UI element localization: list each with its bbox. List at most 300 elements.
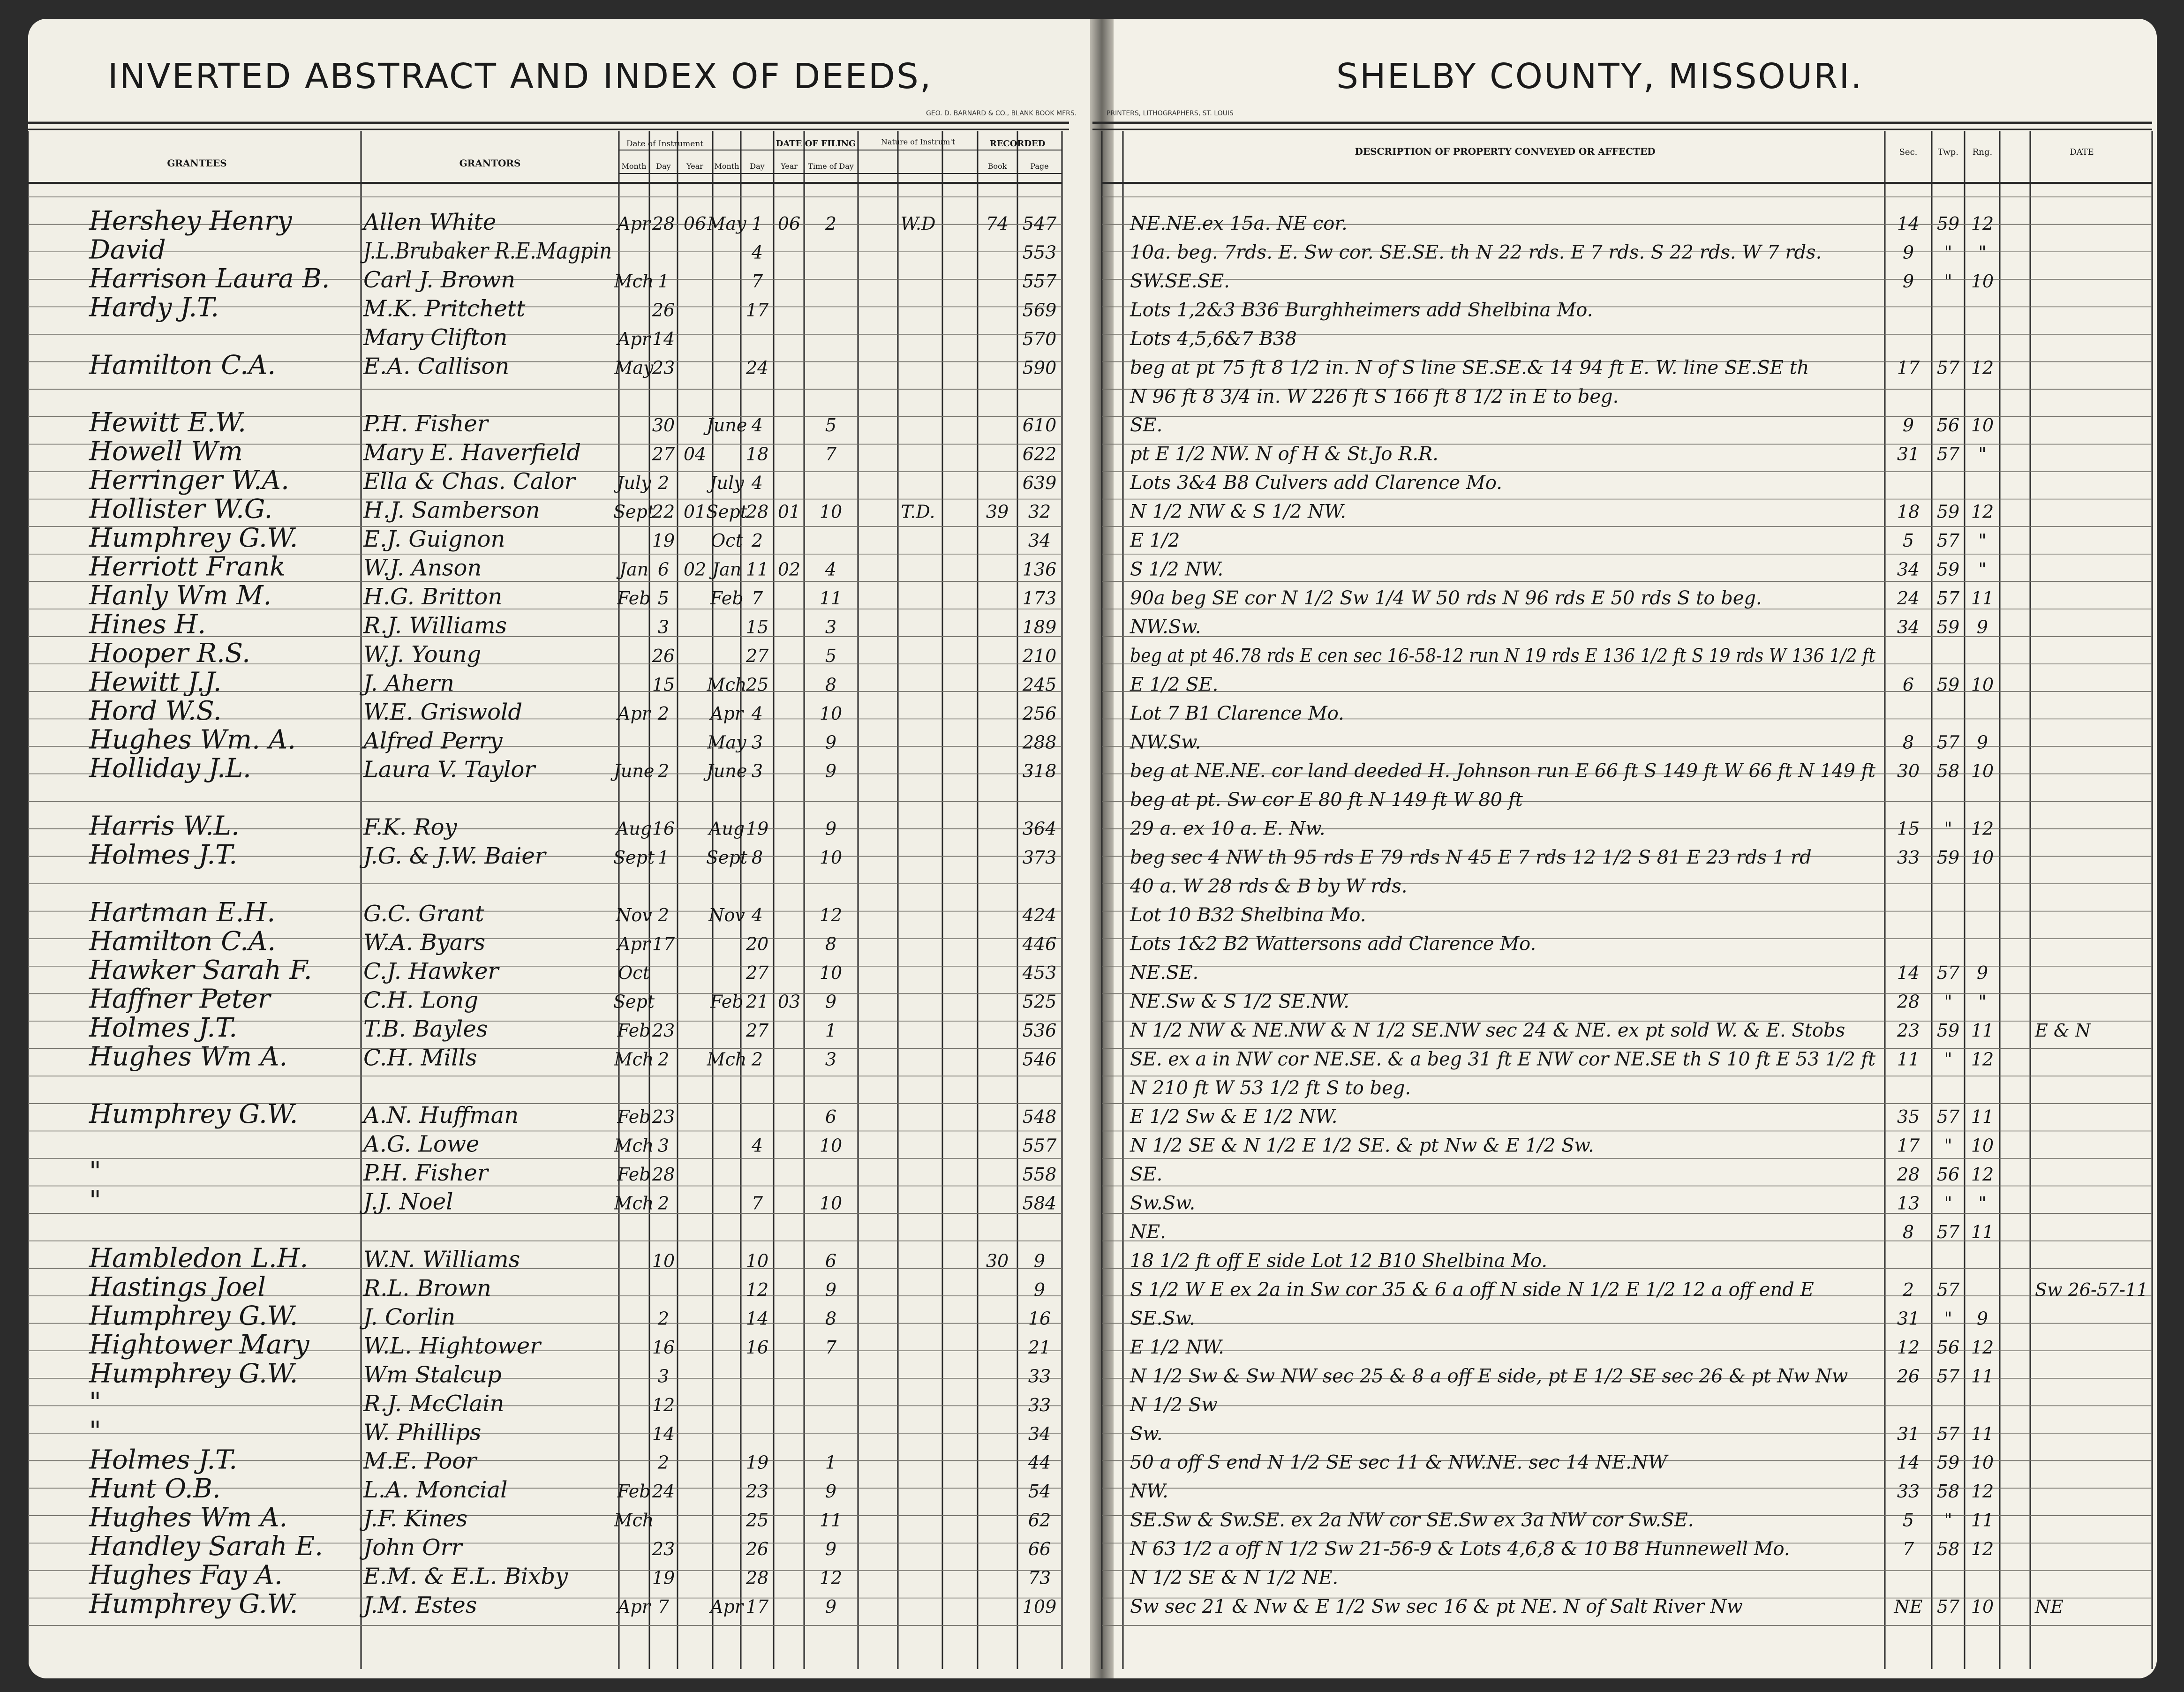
township-number: 59 [1936, 1452, 1960, 1473]
grantor-name: W. Phillips [363, 1419, 482, 1446]
grantor-name: J. Ahern [363, 670, 454, 697]
instrument-day: 19 [652, 1567, 675, 1588]
property-description: 90a beg SE cor N 1/2 Sw 1/4 W 50 rds N 96 rds E 50 rds S to beg. [1130, 587, 1762, 609]
section-number: 12 [1897, 1337, 1920, 1358]
filing-time: 9 [825, 991, 837, 1012]
record-page: 557 [1022, 271, 1057, 292]
filing-time: 3 [825, 617, 837, 638]
township-number: 59 [1936, 501, 1960, 522]
instrument-day: 27 [652, 444, 675, 465]
record-book: 74 [986, 213, 1009, 234]
property-description: NE.SE. [1130, 962, 1199, 984]
record-page: 73 [1028, 1567, 1051, 1588]
range-number: 12 [1971, 357, 1994, 378]
filing-time: 9 [825, 1539, 837, 1560]
grantor-name: G.C. Grant [363, 901, 484, 927]
filing-time: 9 [825, 1279, 837, 1300]
filing-month: Aug [708, 818, 745, 839]
township-number: " [1944, 1135, 1952, 1156]
grantors-header: GRANTORS [459, 158, 521, 169]
property-description: NE.Sw & S 1/2 SE.NW. [1130, 991, 1349, 1013]
section-number: 31 [1897, 1308, 1920, 1329]
grantee-name: Hershey Henry [89, 206, 292, 236]
property-description: Lot 10 B32 Shelbina Mo. [1130, 904, 1366, 926]
property-description: 29 a. ex 10 a. E. Nw. [1130, 818, 1325, 840]
grantor-name: J.G. & J.W. Baier [363, 843, 546, 870]
township-number: 57 [1936, 530, 1960, 551]
section-number: 5 [1902, 1510, 1914, 1531]
filing-time: 6 [825, 1250, 837, 1271]
nature-header: Nature of Instrum't [881, 137, 956, 146]
section-number: 15 [1897, 818, 1920, 839]
filing-day: 17 [746, 300, 769, 321]
filing-month: July [709, 473, 744, 494]
township-number: " [1944, 1193, 1952, 1214]
section-number: 5 [1902, 530, 1914, 551]
grantee-name: Hord W.S. [89, 695, 222, 726]
record-page: 424 [1022, 905, 1057, 925]
grantor-name: C.H. Mills [363, 1045, 477, 1071]
instrument-month: Apr [618, 703, 650, 724]
record-page: 364 [1022, 818, 1057, 839]
filing-day: 19 [746, 818, 769, 839]
range-number: 10 [1971, 847, 1994, 868]
range-number: " [1978, 991, 1987, 1012]
filing-year: 02 [777, 559, 801, 580]
township-number: " [1944, 242, 1952, 263]
instrument-month: Feb [617, 1020, 651, 1041]
filing-time: 10 [819, 703, 843, 724]
range-number: " [1978, 1193, 1987, 1214]
instrument-month: Sept [613, 991, 655, 1012]
filing-time: 8 [825, 933, 837, 955]
range-number: 12 [1971, 818, 1994, 839]
record-page: 639 [1022, 473, 1057, 494]
property-description: SE.Sw & Sw.SE. ex 2a NW cor SE.Sw ex 3a NW cor Sw.SE. [1130, 1509, 1694, 1531]
record-page: 9 [1033, 1279, 1046, 1300]
filing-day: 4 [751, 473, 763, 494]
township-number: 57 [1936, 444, 1960, 465]
filing-time: 6 [825, 1106, 837, 1128]
filing-time: 9 [825, 1481, 837, 1502]
range-number: 9 [1976, 617, 1988, 638]
instrument-day: 12 [652, 1394, 675, 1415]
grantee-name: Hughes Wm A. [89, 1041, 288, 1072]
section-number: 14 [1897, 1452, 1920, 1473]
grantor-name: J. Corlin [363, 1304, 456, 1331]
township-number: 59 [1936, 847, 1960, 868]
instrument-day: 16 [652, 1337, 675, 1358]
filing-month: Nov [708, 905, 745, 925]
filing-time: 7 [825, 444, 837, 465]
filing-day: 1 [751, 213, 763, 234]
recorded-header: RECORDED [989, 139, 1046, 149]
section-number: 17 [1897, 1135, 1920, 1156]
grantor-name: A.N. Huffman [363, 1102, 519, 1129]
record-page: 66 [1028, 1539, 1051, 1560]
property-description: NE. [1130, 1221, 1166, 1243]
filing-day: 4 [751, 242, 763, 263]
filing-month: June [706, 415, 747, 436]
property-description: N 63 1/2 a off N 1/2 Sw 21-56-9 & Lots 4,6,8 & 10 B8 Hunnewell Mo. [1130, 1538, 1790, 1560]
instrument-day: 10 [652, 1250, 675, 1271]
property-description: E 1/2 [1130, 530, 1180, 552]
filing-day: 27 [746, 962, 769, 983]
township-number: 57 [1936, 962, 1960, 983]
grantor-name: Alfred Perry [363, 728, 503, 754]
grantee-name: Hewitt E.W. [89, 407, 246, 438]
filing-time: 3 [825, 1049, 837, 1070]
grantee-name: Humphrey G.W. [89, 1099, 298, 1130]
section-number: 11 [1897, 1049, 1920, 1070]
range-number: 11 [1971, 1020, 1994, 1041]
twp-header: Twp. [1937, 147, 1959, 157]
record-page: 446 [1022, 933, 1057, 955]
township-number: 57 [1936, 1106, 1960, 1128]
filing-day: 25 [746, 1510, 769, 1531]
instrument-day: 2 [657, 1049, 670, 1070]
grantor-name: Ella & Chas. Calor [363, 468, 575, 495]
record-page: 590 [1022, 357, 1057, 378]
range-number: 10 [1971, 271, 1994, 292]
grantee-name: Holmes J.T. [89, 1444, 238, 1475]
instrument-month: June [613, 760, 655, 782]
record-page: 525 [1022, 991, 1057, 1012]
time-of-day-header: Time of Day [808, 162, 854, 171]
grantee-name: Handley Sarah E. [89, 1531, 324, 1562]
township-number: 58 [1936, 1481, 1960, 1502]
grantor-name: Allen White [363, 209, 497, 235]
grantee-name: " [89, 1387, 101, 1418]
grantee-name: Humphrey G.W. [89, 1358, 298, 1389]
township-number: 59 [1936, 617, 1960, 638]
filing-day: 19 [746, 1452, 769, 1473]
section-number: 31 [1897, 1423, 1920, 1444]
filing-day: 27 [746, 1020, 769, 1041]
property-description: N 96 ft 8 3/4 in. W 226 ft S 166 ft 8 1/2 in E to beg. [1130, 385, 1619, 407]
record-page: 21 [1028, 1337, 1051, 1358]
property-description: 50 a off S end N 1/2 SE sec 11 & NW.NE. sec 14 NE.NW [1130, 1451, 1667, 1474]
property-description: NE.NE.ex 15a. NE cor. [1130, 213, 1348, 234]
instrument-day: 26 [652, 300, 675, 321]
instrument-day: 28 [652, 213, 675, 234]
instrument-month: Mch [614, 1193, 654, 1214]
filing-time: 10 [819, 501, 843, 522]
range-number: 10 [1971, 760, 1994, 782]
township-number: 59 [1936, 559, 1960, 580]
filing-day: 27 [746, 645, 769, 666]
township-number: 56 [1936, 1337, 1960, 1358]
section-number: 9 [1902, 271, 1914, 292]
grantee-name: Herringer W.A. [89, 465, 289, 496]
instrument-day: 2 [657, 1452, 670, 1473]
township-number: " [1944, 271, 1952, 292]
instrument-day: 22 [652, 501, 675, 522]
township-number: " [1944, 1049, 1952, 1070]
section-number: 18 [1897, 501, 1920, 522]
property-description: SE. [1130, 414, 1163, 436]
township-number: " [1944, 1510, 1952, 1531]
extra-date-note: NE [2035, 1596, 2064, 1617]
record-page: 536 [1022, 1020, 1057, 1041]
record-page: 553 [1022, 242, 1057, 263]
grantor-name: W.A. Byars [363, 929, 485, 956]
filing-time: 10 [819, 1135, 843, 1156]
property-description: beg at NE.NE. cor land deeded H. Johnson run E 66 ft S 149 ft W 66 ft N 149 ft [1130, 760, 1876, 782]
instrument-day: 2 [657, 473, 670, 494]
book-header: Book [987, 162, 1007, 171]
extra-date-note: E & N [2035, 1020, 2091, 1041]
section-number: 8 [1902, 732, 1914, 753]
range-number: 10 [1971, 415, 1994, 436]
grantor-name: J.J. Noel [363, 1188, 453, 1215]
grantor-name: W.N. Williams [363, 1246, 520, 1273]
record-page: 584 [1022, 1193, 1057, 1214]
township-number: " [1944, 991, 1952, 1012]
section-number: 17 [1897, 357, 1920, 378]
filing-time: 4 [825, 559, 837, 580]
record-page: 547 [1022, 213, 1057, 234]
record-book: 39 [986, 501, 1009, 522]
record-page: 9 [1033, 1250, 1046, 1271]
range-number: 9 [1976, 732, 1988, 753]
township-number: 59 [1936, 674, 1960, 695]
instrument-month: Mch [614, 1049, 654, 1070]
section-number: 14 [1897, 213, 1920, 234]
grantee-name: Hastings Joel [89, 1271, 266, 1302]
grantee-name: Hines H. [89, 609, 206, 640]
day-header: Day [656, 162, 671, 171]
range-number: 12 [1971, 1539, 1994, 1560]
range-number: 10 [1971, 1452, 1994, 1473]
instrument-day: 15 [652, 674, 675, 695]
filing-day: 14 [746, 1308, 769, 1329]
filing-day: 4 [751, 415, 763, 436]
section-number: 24 [1897, 587, 1920, 609]
section-number: 14 [1897, 962, 1920, 983]
grantee-name: Hightower Mary [89, 1329, 309, 1360]
section-number: NE [1894, 1596, 1923, 1617]
range-number: 11 [1971, 587, 1994, 609]
printer-imprint-left: GEO. D. BARNARD & CO., BLANK BOOK MFRS. [926, 110, 1077, 117]
range-number: 11 [1971, 1423, 1994, 1444]
filing-day: 24 [746, 357, 769, 378]
record-page: 33 [1028, 1394, 1051, 1415]
filing-day: 3 [751, 760, 763, 782]
record-page: 62 [1028, 1510, 1051, 1531]
instrument-month: Mch [614, 271, 654, 292]
property-description: SW.SE.SE. [1130, 270, 1230, 292]
record-page: 34 [1028, 1423, 1051, 1444]
grantor-name: C.J. Hawker [363, 958, 499, 985]
range-number: 12 [1971, 1164, 1994, 1185]
grantor-name: R.J. Williams [363, 612, 507, 639]
grantor-name: J.F. Kines [363, 1505, 468, 1532]
filing-year: 01 [777, 501, 801, 522]
grantor-name: W.L. Hightower [363, 1332, 541, 1359]
right-page-title: SHELBY COUNTY, MISSOURI. [1336, 56, 1863, 97]
filing-time: 10 [819, 962, 843, 983]
township-number: " [1944, 1308, 1952, 1329]
extra-date-note: Sw 26-57-11 [2035, 1279, 2148, 1300]
record-page: 557 [1022, 1135, 1057, 1156]
record-page: 569 [1022, 300, 1057, 321]
record-page: 16 [1028, 1308, 1051, 1329]
grantee-name: Holmes J.T. [89, 1012, 238, 1043]
grantor-name: A.G. Lowe [363, 1131, 480, 1158]
instrument-day: 23 [652, 1539, 675, 1560]
record-page: 34 [1028, 530, 1051, 551]
instrument-month: Mch [614, 1510, 654, 1531]
filing-month: Feb [710, 587, 744, 609]
filing-day: 12 [746, 1279, 769, 1300]
filing-month: May [707, 213, 746, 234]
grantor-name: P.H. Fisher [363, 1160, 488, 1187]
property-description: Sw.Sw. [1130, 1192, 1196, 1214]
record-book: 30 [986, 1250, 1009, 1271]
rng-header: Rng. [1972, 147, 1993, 157]
record-page: 189 [1022, 617, 1057, 638]
township-number: " [1944, 818, 1952, 839]
filing-time: 9 [825, 760, 837, 782]
section-number: 9 [1902, 415, 1914, 436]
record-page: 288 [1022, 732, 1057, 753]
filing-day: 4 [751, 703, 763, 724]
instrument-month: Feb [617, 587, 651, 609]
record-page: 622 [1022, 444, 1057, 465]
grantor-name: J.L.Brubaker R.E.Magpin [360, 238, 612, 264]
grantor-name: C.H. Long [363, 987, 479, 1014]
record-page: 548 [1022, 1106, 1057, 1128]
instrument-month: July [617, 473, 651, 494]
property-description: N 1/2 SE & N 1/2 E 1/2 SE. & pt Nw & E 1/2 Sw. [1130, 1135, 1594, 1157]
grantee-name: " [89, 1416, 101, 1447]
grantor-name: John Orr [363, 1534, 462, 1561]
instrument-day: 26 [652, 645, 675, 666]
property-description: N 1/2 SE & N 1/2 NE. [1130, 1567, 1339, 1589]
grantee-name: Hartman E.H. [89, 897, 276, 928]
property-description: E 1/2 SE. [1130, 674, 1219, 696]
record-page: 245 [1022, 674, 1057, 695]
day-header: Day [750, 162, 765, 171]
range-number: 11 [1971, 1366, 1994, 1387]
grantor-name: E.M. & E.L. Bixby [363, 1563, 568, 1590]
grantee-name: " [89, 1185, 101, 1216]
grantor-name: W.J. Anson [363, 555, 482, 581]
grantor-name: J.M. Estes [363, 1592, 477, 1618]
grantor-name: Mary E. Haverfield [363, 439, 581, 466]
instrument-day: 6 [657, 559, 670, 580]
range-number: 11 [1971, 1222, 1994, 1243]
property-description: N 1/2 Sw [1130, 1394, 1218, 1416]
instrument-day: 5 [657, 587, 670, 609]
range-number: 10 [1971, 1135, 1994, 1156]
section-number: 30 [1897, 760, 1920, 782]
filing-time: 9 [825, 1596, 837, 1617]
grantor-name: L.A. Moncial [363, 1477, 508, 1504]
instrument-day: 3 [657, 617, 670, 638]
grantor-name: M.K. Pritchett [363, 295, 526, 322]
filing-day: 10 [746, 1250, 769, 1271]
section-number: 9 [1902, 242, 1914, 263]
grantor-name: T.B. Bayles [363, 1015, 488, 1042]
instrument-month: Jan [619, 559, 649, 580]
date-of-filing-header: DATE OF FILING [776, 139, 856, 149]
filing-month: Sept [706, 847, 748, 868]
filing-day: 21 [746, 991, 769, 1012]
record-page: 610 [1022, 415, 1057, 436]
record-page: 173 [1022, 587, 1057, 609]
filing-day: 2 [751, 1049, 763, 1070]
record-page: 318 [1022, 760, 1057, 782]
township-number: 57 [1936, 732, 1960, 753]
section-number: 8 [1902, 1222, 1914, 1243]
township-number: 57 [1936, 357, 1960, 378]
section-number: 26 [1897, 1366, 1920, 1387]
instrument-day: 2 [657, 1308, 670, 1329]
year-header: Year [781, 162, 798, 171]
year-header: Year [686, 162, 703, 171]
grantee-name: Hardy J.T. [89, 292, 219, 323]
filing-month: Oct [711, 530, 743, 551]
filing-day: 20 [746, 933, 769, 955]
grantor-name: E.A. Callison [363, 353, 510, 380]
grantee-name: Humphrey G.W. [89, 1589, 298, 1619]
property-description: N 1/2 NW & S 1/2 NW. [1130, 501, 1346, 523]
township-number: 58 [1936, 1539, 1960, 1560]
filing-time: 9 [825, 818, 837, 839]
grantee-name: Hanly Wm M. [89, 580, 272, 611]
filing-time: 5 [825, 645, 837, 666]
grantee-name: Haffner Peter [89, 984, 271, 1015]
grantor-name: P.H. Fisher [363, 411, 488, 437]
instrument-nature: T.D. [901, 501, 935, 522]
property-description: Lot 7 B1 Clarence Mo. [1130, 702, 1344, 724]
filing-time: 1 [825, 1020, 837, 1041]
grantee-name: Hamilton C.A. [89, 926, 276, 957]
property-description: E 1/2 NW. [1130, 1336, 1224, 1358]
section-number: 33 [1897, 847, 1920, 868]
instrument-year: 06 [683, 213, 707, 234]
property-description: NW.Sw. [1130, 731, 1201, 753]
grantor-name: Wm Stalcup [363, 1361, 502, 1388]
filing-time: 9 [825, 732, 837, 753]
township-number: 57 [1936, 1279, 1960, 1300]
range-number: 9 [1976, 1308, 1988, 1329]
instrument-day: 1 [657, 847, 670, 868]
filing-time: 8 [825, 1308, 837, 1329]
township-number: 57 [1936, 1366, 1960, 1387]
instrument-day: 19 [652, 530, 675, 551]
grantee-name: Howell Wm [89, 436, 243, 467]
property-description: Lots 4,5,6&7 B38 [1130, 328, 1297, 350]
property-description: pt E 1/2 NW. N of H & St.Jo R.R. [1130, 443, 1438, 465]
township-number: 57 [1936, 1596, 1960, 1617]
property-description: beg at pt 75 ft 8 1/2 in. N of S line SE.SE.& 14 94 ft E. W. line SE.SE th [1130, 357, 1809, 379]
section-number: 7 [1902, 1539, 1914, 1560]
instrument-month: Sept [613, 501, 655, 522]
filing-time: 8 [825, 674, 837, 695]
filing-time: 10 [819, 847, 843, 868]
range-number: 10 [1971, 1596, 1994, 1617]
filing-time: 7 [825, 1337, 837, 1358]
filing-month: June [706, 760, 747, 782]
grantee-name: Hollister W.G. [89, 494, 273, 525]
filing-day: 18 [746, 444, 769, 465]
grantee-name: Hughes Wm. A. [89, 724, 296, 755]
grantor-name: Carl J. Brown [363, 266, 516, 293]
record-page: 373 [1022, 847, 1057, 868]
